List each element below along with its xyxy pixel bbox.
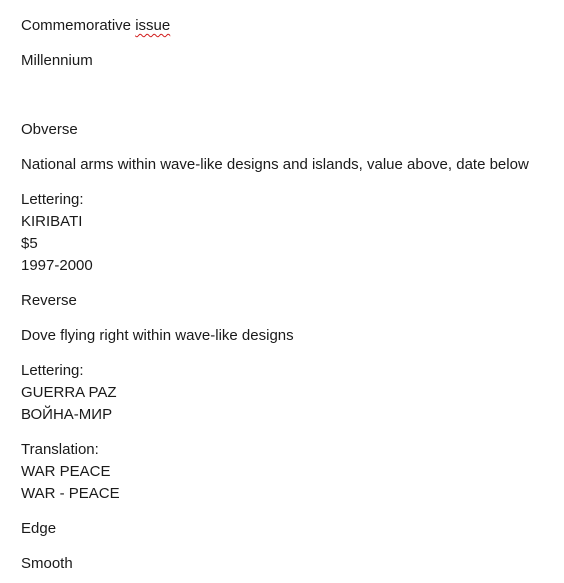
reverse-lettering-label: Lettering:: [21, 362, 84, 379]
obverse-lettering-line: $5: [21, 235, 38, 252]
misspelled-word[interactable]: issue: [135, 17, 171, 34]
reverse-translation-line: WAR - PEACE: [21, 485, 120, 502]
obverse-lettering-line: KIRIBATI: [21, 213, 83, 230]
reverse-translation-line: WAR PEACE: [21, 463, 111, 480]
obverse-lettering-block: [21, 189, 561, 277]
obverse-heading: Obverse: [21, 121, 78, 138]
reverse-translation-label: Translation:: [21, 441, 99, 458]
reverse-lettering-line: ВОЙНА-МИР: [21, 406, 113, 423]
obverse-description: National arms within wave-like designs and islands, value above, date below: [21, 156, 529, 173]
subtitle: Millennium: [21, 52, 93, 69]
title-prefix: Commemorative: [21, 17, 136, 34]
title-line: [21, 15, 561, 37]
reverse-lettering-block: [21, 360, 561, 426]
reverse-heading: Reverse: [21, 292, 77, 309]
document-body: [21, 15, 561, 575]
reverse-translation-block: [21, 439, 561, 505]
reverse-description: Dove flying right within wave-like designs: [21, 327, 294, 344]
edge-value: Smooth: [21, 555, 73, 572]
obverse-lettering-line: 1997-2000: [21, 257, 93, 274]
edge-heading: Edge: [21, 520, 57, 537]
reverse-lettering-line: GUERRA PAZ: [21, 384, 117, 401]
obverse-lettering-label: Lettering:: [21, 191, 84, 208]
